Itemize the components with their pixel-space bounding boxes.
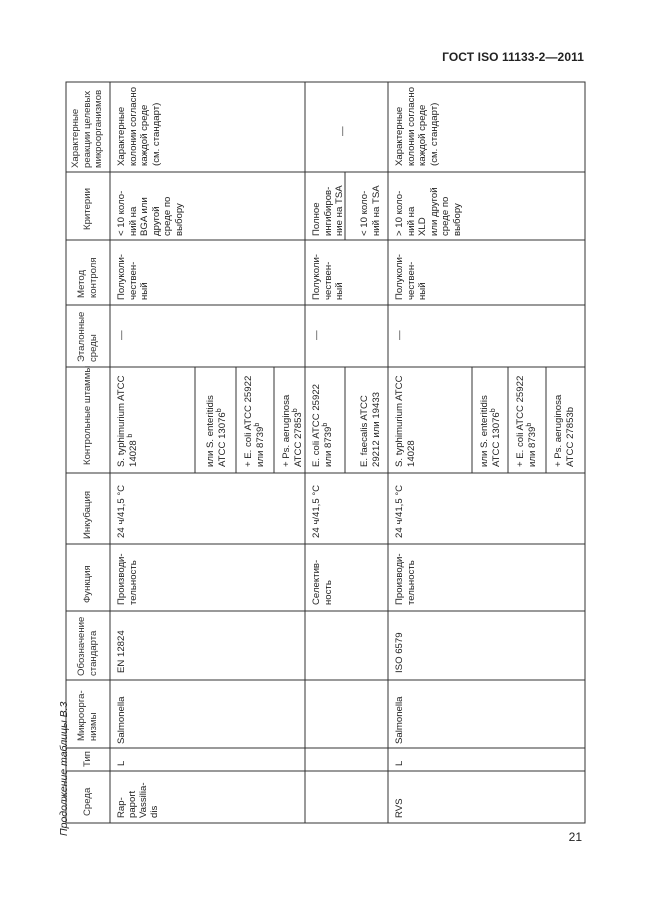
cell-strain: + E. coli ATCC 25922 или 8739$^b$ <box>515 375 538 467</box>
header-reactions: Характерные реакции целевых микроорганизмов <box>70 89 105 168</box>
cell-microorganism: Salmonella <box>394 696 405 744</box>
header-incubation: Инкубация <box>82 490 93 539</box>
cell-strain: + E. coli ATCC 25922 или 8739$^b$ <box>243 375 266 467</box>
page-number: 21 <box>568 830 582 844</box>
cell-reaction: Характерные колонии согласно каждой среде (см. стандарт) <box>394 86 440 166</box>
cell-medium: RVS <box>394 798 405 818</box>
header-reference-media: Эталонные среды <box>76 311 99 362</box>
cell-strain: E. coli ATCC 25922 или 8739$^b$ <box>311 383 334 467</box>
cell-criteria: < 10 коло- ний на BGA или другой среде по выбору <box>116 190 185 236</box>
cell-criteria: < 10 коло- ний на TSA <box>359 185 382 236</box>
cell-method: Полуколи- чествен- ный <box>116 254 151 300</box>
cell-criteria: Полное ингибиров- ние на TSA <box>311 185 346 236</box>
cell-strain: S. typhimurium ATCC 14028 <box>394 375 417 467</box>
cell-criteria: > 10 коло- ний на XLD или другой среде по выбору <box>394 187 463 236</box>
cell-strain: или S. enteritidis ATCC 13076$^b$ <box>205 395 228 467</box>
cell-strain: или S. enteritidis ATCC 13076$^b$ <box>479 395 502 467</box>
header-microorganisms: Микроорга- низмы <box>76 690 99 741</box>
header-function: Функция <box>82 565 93 603</box>
cell-microorganism: Salmonella <box>116 696 127 744</box>
cell-type: L <box>394 760 405 766</box>
cell-function: Производи- тельность <box>394 553 417 605</box>
cell-strain: + Ps. aeruginosa ATCC 27853b <box>553 394 576 467</box>
cell-type: L <box>116 760 127 766</box>
cell-incubation: 24 ч/41,5 °C <box>311 484 322 538</box>
cell-incubation: 24 ч/41,5 °C <box>116 484 127 538</box>
cell-function: Селектив- ность <box>311 559 334 605</box>
cell-standard: EN 12824 <box>116 630 127 673</box>
cell-strain: + Ps. aeruginosa ATCC 27853$^b$ <box>281 394 304 467</box>
cell-strain: S. typhimurium ATCC 14028 $^b$ <box>116 375 139 467</box>
cell-reference-media: — <box>116 330 127 340</box>
cell-incubation: 24 ч/41,5 °C <box>394 484 405 538</box>
cell-method: Полуколи- чествен- ный <box>394 254 429 300</box>
cell-strain: E. faecalis ATCC 29212 или 19433 <box>359 391 382 467</box>
cell-medium: Rap- paport Vassilia- dis <box>116 782 160 818</box>
cell-method: Полуколи- чествен- ный <box>311 254 346 300</box>
header-medium: Среда <box>82 787 93 816</box>
header-control-strains: Контрольные штаммы <box>82 365 93 465</box>
header-standard: Обозначение стандарта <box>76 616 99 676</box>
header-criteria: Критерии <box>82 188 93 230</box>
cell-function: Производи- тельность <box>116 553 139 605</box>
cell-reference-media: — <box>394 330 405 340</box>
standard-code: ГОСТ ISO 11133-2—2011 <box>442 50 584 64</box>
header-type: Тип <box>82 751 93 767</box>
header-control-method: Метод контроля <box>76 257 99 298</box>
cell-reaction: — <box>337 126 348 136</box>
table-continuation-caption: Продолжение таблицы В.3 <box>58 701 70 836</box>
cell-standard: ISO 6579 <box>394 632 405 673</box>
cell-reference-media: — <box>311 330 322 340</box>
cell-reaction: Характерные колонии согласно каждой среде (см. стандарт) <box>116 86 162 166</box>
